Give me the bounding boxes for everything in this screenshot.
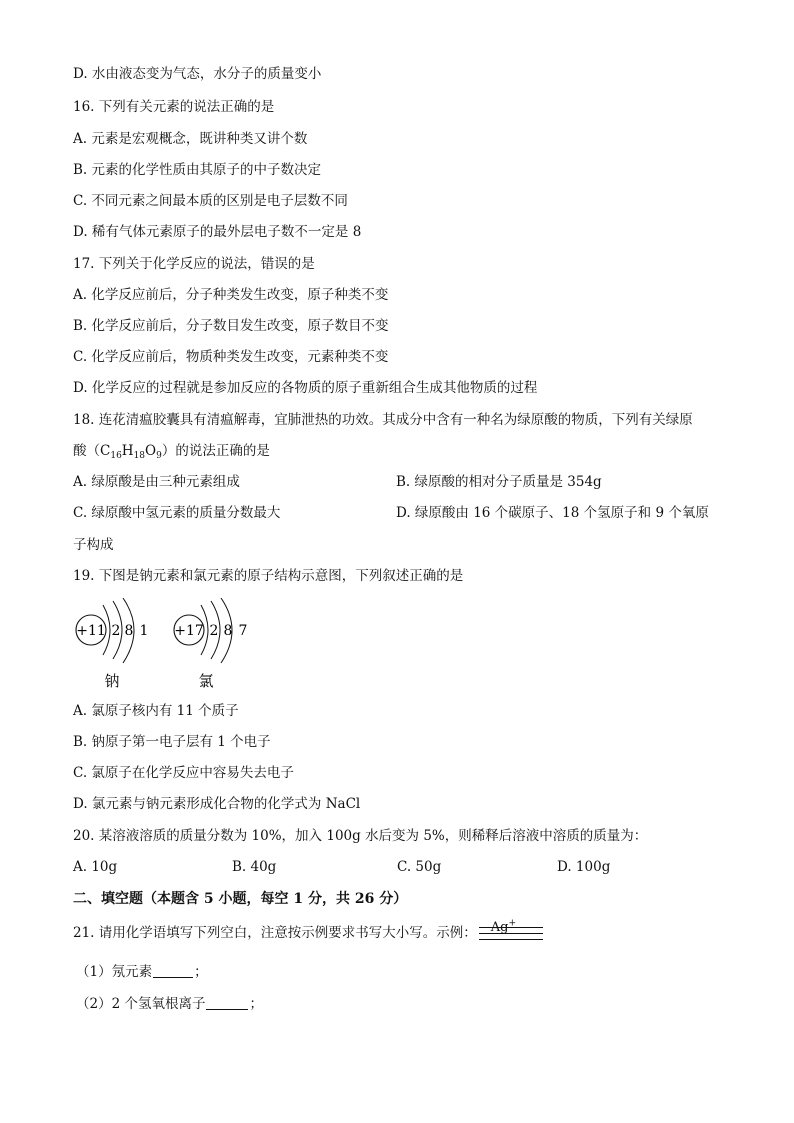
atom-structure-diagram [73,598,273,694]
line-q15d: D. 水由液态变为气态，水分子的质量变小 [73,66,322,82]
line-q17c: C. 化学反应前后，物质种类发生改变，元素种类不变 [73,349,389,365]
sodium-electron-3: 1 [139,623,149,639]
q18-option-d: D. 绿原酸由 16 个碳原子、18 个氢原子和 9 个氧原 [396,505,709,521]
sodium-electron-1: 2 [111,623,121,639]
line-q20: 20. 某溶液溶质的质量分数为 10%，加入 100g 水后变为 5%，则稀释后溶液中溶质的质量为： [73,828,648,844]
q21-p1-blank[interactable] [153,963,193,978]
line-q21 [73,918,543,943]
line-q18-formula [73,441,270,461]
q18-option-d-cont: 子构成 [73,537,114,553]
example-strike-3 [479,939,543,940]
q21-p2-blank[interactable] [206,995,248,1010]
q21-p1-end: ； [194,964,208,980]
formula-post: ）的说法正确的是 [161,443,270,459]
formula-h: H [121,443,134,459]
q20-option-c: C. 50g [397,859,442,875]
chlorine-label: 氯 [198,672,214,690]
sodium-electron-2: 8 [124,623,134,639]
formula-o: O [145,443,157,459]
q19-option-b: B. 钠原子第一电子层有 1 个电子 [73,734,271,750]
formula-sub-o: 9 [156,451,162,461]
q19-option-d: D. 氯元素与钠元素形成化合物的化学式为 NaCl [73,796,361,812]
chlorine-electron-3: 7 [238,623,248,639]
q18-option-c: C. 绿原酸中氢元素的质量分数最大 [73,505,281,521]
q21-example-symbol: Ag [490,920,509,935]
q21-stem: 21. 请用化学语填写下列空白，注意按示例要求书写大小写。示例： [73,925,477,941]
example-strike-1 [479,927,543,928]
line-q21-1 [76,962,208,982]
example-strike-2 [479,933,543,934]
sodium-diagram [76,598,148,690]
line-q17d: D. 化学反应的过程就是参加反应的各物质的原子重新组合生成其他物质的过程 [73,380,538,396]
chlorine-electron-1: 2 [209,623,219,639]
q20-option-d: D. 100g [557,859,611,875]
line-q17: 17. 下列关于化学反应的说法，错误的是 [73,256,315,272]
line-q16d: D. 稀有气体元素原子的最外层电子数不一定是 8 [73,224,362,240]
q18-option-b: B. 绿原酸的相对分子质量是 354g [396,474,602,490]
chlorine-electron-2: 8 [223,623,233,639]
line-q16: 16. 下列有关元素的说法正确的是 [73,99,275,115]
chlorine-nucleus-charge: +17 [174,623,204,639]
formula-sub-c: 16 [110,451,122,461]
q18-option-a: A. 绿原酸是由三种元素组成 [73,474,240,490]
q21-example [479,918,543,941]
formula-pre: 酸（C [73,443,111,459]
q21-example-charge: + [508,918,517,929]
line-q17a: A. 化学反应前后，分子种类发生改变，原子种类不变 [73,287,389,303]
line-q19: 19. 下图是钠元素和氯元素的原子结构示意图，下列叙述正确的是 [73,568,464,584]
q21-p2-end: ； [249,996,263,1012]
line-q16c: C. 不同元素之间最本质的区别是电子层数不同 [73,193,348,209]
line-q21-2 [76,994,263,1014]
section-heading-fill-in: 二、填空题（本题含 5 小题，每空 1 分，共 26 分） [73,891,408,907]
q21-p1-label: （1）氖元素 [76,964,153,980]
q20-option-a: A. 10g [73,859,118,875]
chlorine-diagram [174,598,247,690]
sodium-label: 钠 [104,672,120,690]
formula-sub-h: 18 [133,451,146,461]
line-q17b: B. 化学反应前后，分子数目发生改变，原子数目不变 [73,318,389,334]
q20-option-b: B. 40g [232,859,277,875]
q19-option-c: C. 氯原子在化学反应中容易失去电子 [73,765,294,781]
q21-p2-label: （2）2 个氢氧根离子 [76,996,206,1012]
sodium-nucleus-charge: +11 [76,623,106,639]
q19-option-a: A. 氯原子核内有 11 个质子 [73,703,239,719]
line-q16b: B. 元素的化学性质由其原子的中子数决定 [73,162,322,178]
line-q18: 18. 连花清瘟胶囊具有清瘟解毒，宜肺泄热的功效。其成分中含有一种名为绿原酸的物质，下列有关绿原 [73,412,693,428]
line-q16a: A. 元素是宏观概念，既讲种类又讲个数 [73,131,308,147]
